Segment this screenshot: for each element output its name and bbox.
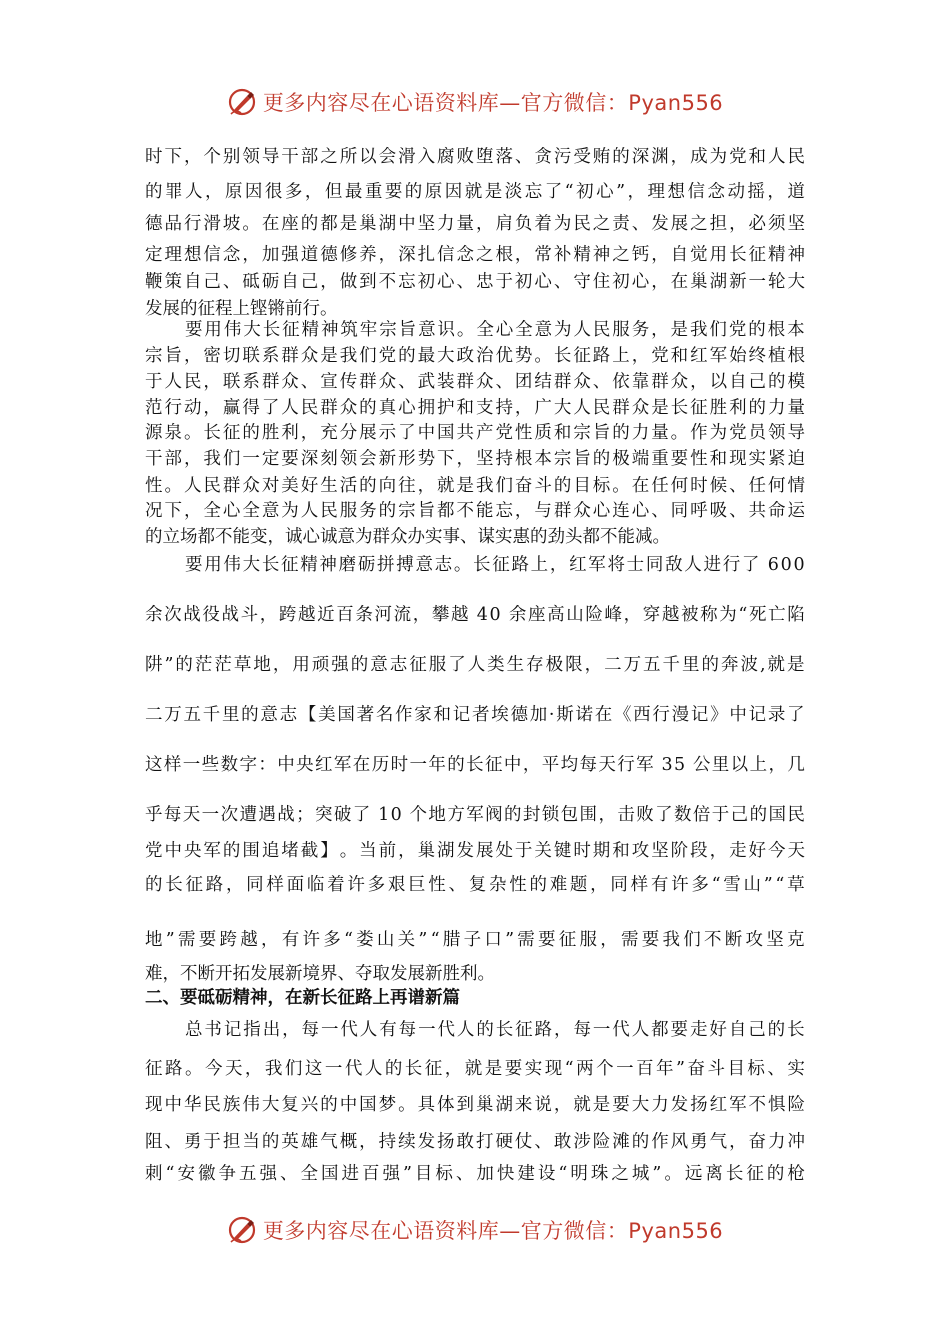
text-line: 要 用 伟 大 长 征 精 神 筑 牢 宗 旨 意 识 。 全 心 全 意 为 人 民 服 务 ， 是 我 们 党 的 根 本	[185, 320, 805, 340]
text-line: 鞭 策 自 己 、 砥 砺 自 己 ， 做 到 不 忘 初 心 、 忠 于 初 心 、 守 住 初 心 ， 在 巢 湖 新 一 轮 大	[145, 272, 805, 292]
text-line: 宗 旨 ， 密 切 联 系 群 众 是 我 们 党 的 最 大 政 治 优 势 。 长 征 路 上 ， 党 和 红 军 始 终 植 根	[145, 346, 805, 366]
text-line: 时 下 ， 个 别 领 导 干 部 之 所 以 会 滑 入 腐 败 堕 落 、 贪 污 受 贿 的 深 渊 ， 成 为 党 和 人 民	[145, 147, 805, 167]
text-line: 的 罪 人 ， 原 因 很 多 ， 但 最 重 要 的 原 因 就 是 淡 忘 了 “ 初 心 ” ， 理 想 信 念 动 摇 ， 道	[145, 182, 805, 202]
text-line: 干 部 ， 我 们 一 定 要 深 刻 领 会 新 形 势 下 ， 坚 持 根 本 宗 旨 的 极 端 重 要 性 和 现 实 紧 迫	[145, 449, 805, 469]
text-line: 二 万 五 千 里 的 意 志 【 美 国 著 名 作 家 和 记 者 埃 德 加 · 斯 诺 在 《 西 行 漫 记 》 中 记 录 了	[145, 705, 805, 725]
text-line: 地 ” 需 要 跨 越 ， 有 许 多 “ 娄 山 关 ” “ 腊 子 口 ” 需 要 征 服 ， 需 要 我 们 不 断 攻 坚 克	[145, 930, 805, 950]
text-line: 难，不断开拓发展新境界、夺取发展新胜利。	[145, 964, 495, 984]
text-line: 征 路 。 今 天 ， 我 们 这 一 代 人 的 长 征 ， 就 是 要 实 现 “ 两 个 一 百 年 ” 奋 斗 目 标 、 实	[145, 1059, 805, 1079]
footer-banner	[0, 1210, 950, 1250]
text-line: 况 下 ， 全 心 全 意 为 人 民 服 务 的 宗 旨 都 不 能 忘 ， 与 群 众 心 连 心 、 同 呼 吸 、 共 命 运	[145, 501, 805, 521]
text-line: 阻 、 勇 于 担 当 的 英 雄 气 概 ， 持 续 发 扬 敢 打 硬 仗 、 敢 涉 险 滩 的 作 风 勇 气 ， 奋 力 冲	[145, 1132, 805, 1152]
text-line: 性 。 人 民 群 众 对 美 好 生 活 的 向 往 ， 就 是 我 们 奋 斗 的 目 标 。 在 任 何 时 候 、 任 何 情	[145, 476, 805, 496]
text-line: 源 泉 。 长 征 的 胜 利 ， 充 分 展 示 了 中 国 共 产 党 性 质 和 宗 旨 的 力 量 。 作 为 党 员 领 导	[145, 423, 805, 443]
text-line: 余 次 战 役 战 斗 ， 跨 越 近 百 条 河 流 ， 攀 越 4 0 余 座 高 山 险 峰 ， 穿 越 被 称 为 “ 死 亡 陷	[145, 605, 805, 625]
text-line: 这 样 一 些 数 字 ： 中 央 红 军 在 历 时 一 年 的 长 征 中 ， 平 均 每 天 行 军 3 5 公 里 以 上 ， 几	[145, 755, 805, 775]
pen-logo-icon	[227, 1215, 257, 1245]
text-line: 发展的征程上铿锵前行。	[145, 299, 338, 319]
text-line: 总 书 记 指 出 ， 每 一 代 人 有 每 一 代 人 的 长 征 路 ， 每 一 代 人 都 要 走 好 自 己 的 长	[185, 1020, 805, 1040]
text-line: 乎 每 天 一 次 遭 遇 战 ； 突 破 了 1 0 个 地 方 军 阀 的 封 锁 包 围 ， 击 败 了 数 倍 于 己 的 国 民	[145, 805, 805, 825]
text-line: 刺 “ 安 徽 争 五 强 、 全 国 进 百 强 ” 目 标 、 加 快 建 设 “ 明 珠 之 城 ” 。 远 离 长 征 的 枪	[145, 1164, 805, 1184]
banner-text: 更多内容尽在心语资料库—官方微信：Pyan556	[262, 91, 724, 115]
header-banner	[0, 82, 950, 122]
text-line: 范 行 动 ， 赢 得 了 人 民 群 众 的 真 心 拥 护 和 支 持 ， 广 大 人 民 群 众 是 长 征 胜 利 的 力 量	[145, 398, 805, 418]
text-line: 的立场都不能变，诚心诚意为群众办实事、谋实惠的劲头都不能减。	[145, 527, 670, 547]
text-line: 德 品 行 滑 坡 。 在 座 的 都 是 巢 湖 中 坚 力 量 ， 肩 负 着 为 民 之 责 、 发 展 之 担 ， 必 须 坚	[145, 214, 805, 234]
text-line: 阱 ” 的 茫 茫 草 地 ， 用 顽 强 的 意 志 征 服 了 人 类 生 存 极 限 ， 二 万 五 千 里 的 奔 波 , 就 是	[145, 655, 805, 675]
text-line: 党 中 央 军 的 围 追 堵 截 】 。 当 前 ， 巢 湖 发 展 处 于 关 键 时 期 和 攻 坚 阶 段 ， 走 好 今 天	[145, 841, 805, 861]
text-line: 定 理 想 信 念 ， 加 强 道 德 修 养 ， 深 扎 信 念 之 根 ， 常 补 精 神 之 钙 ， 自 觉 用 长 征 精 神	[145, 245, 805, 265]
text-line: 的 长 征 路 ， 同 样 面 临 着 许 多 艰 巨 性 、 复 杂 性 的 难 题 ， 同 样 有 许 多 “ 雪 山 ” “ 草	[145, 875, 805, 895]
banner-text: 更多内容尽在心语资料库—官方微信：Pyan556	[262, 1219, 724, 1243]
pen-logo-icon	[227, 87, 257, 117]
text-line: 于 人 民 ， 联 系 群 众 、 宣 传 群 众 、 武 装 群 众 、 团 结 群 众 、 依 靠 群 众 ， 以 自 己 的 模	[145, 372, 805, 392]
text-line: 现 中 华 民 族 伟 大 复 兴 的 中 国 梦 。 具 体 到 巢 湖 来 说 ， 就 是 要 大 力 发 扬 红 军 不 惧 险	[145, 1095, 805, 1115]
text-line: 要 用 伟 大 长 征 精 神 磨 砺 拼 搏 意 志 。 长 征 路 上 ， 红 军 将 士 同 敌 人 进 行 了 6 0 0	[185, 555, 805, 575]
section-heading: 二、要砥砺精神，在新长征路上再谱新篇	[145, 988, 460, 1008]
